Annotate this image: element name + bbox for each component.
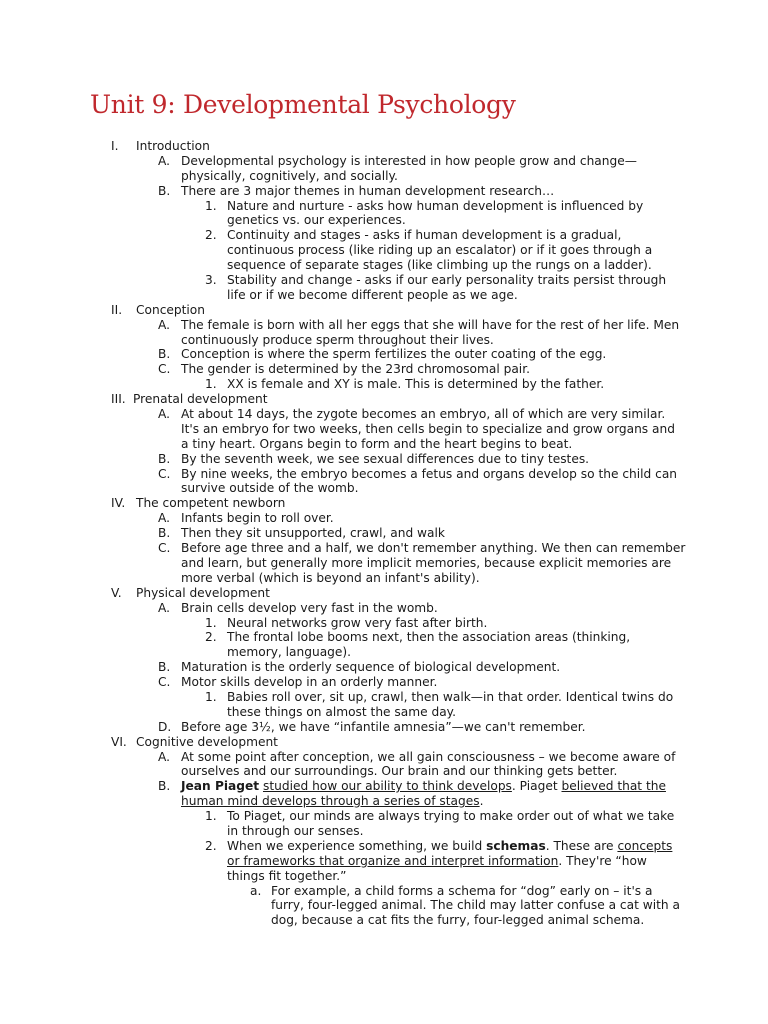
item-marker: A. <box>158 407 170 422</box>
list-item <box>0 154 768 169</box>
item-text: The female is born with all her eggs that she will have for the rest of her life. Men <box>181 317 680 332</box>
item-marker: 1. <box>205 689 217 704</box>
item-text: There are 3 major themes in human development research… <box>181 183 555 198</box>
underlined-text: or frameworks that organize and interpret information <box>227 853 559 868</box>
item-text: life or if we become different people as we age. <box>227 287 518 302</box>
item-marker: B. <box>158 451 171 466</box>
section-number: V. <box>111 585 122 600</box>
item-text: It's an embryo for two weeks, then cells begin to specialize and grow organs and <box>181 421 675 436</box>
list-item <box>0 630 768 645</box>
item-text: genetics vs. our experiences. <box>227 213 406 228</box>
item-text: XX is female and XY is male. This is determined by the father. <box>227 377 605 392</box>
section-heading <box>0 496 768 511</box>
underlined-text: human mind develops through a series of stages <box>181 794 480 809</box>
item-text: Before age three and a half, we don't remember anything. We then can remember <box>181 541 686 556</box>
outline <box>0 139 768 928</box>
list-item <box>0 377 768 392</box>
item-text: By the seventh week, we see sexual differences due to tiny testes. <box>181 451 590 466</box>
text-run: . <box>479 794 484 809</box>
item-text: Infants begin to roll over. <box>181 511 334 526</box>
item-marker: C. <box>158 362 171 377</box>
item-text: Developmental psychology is interested in how people grow and change— <box>181 153 637 168</box>
item-text <box>227 839 672 854</box>
section-label: The competent newborn <box>136 496 286 511</box>
item-text: continuously produce sperm throughout their lives. <box>181 332 494 347</box>
item-text: physically, cognitively, and socially. <box>181 168 398 183</box>
list-item <box>0 675 768 690</box>
underlined-text: believed that the <box>561 779 666 794</box>
item-text: sequence of separate stages (like climbing up the rungs on a ladder). <box>227 258 652 273</box>
item-marker: D. <box>158 719 172 734</box>
list-item <box>0 362 768 377</box>
list-item <box>0 318 768 333</box>
item-text: things fit together.” <box>227 868 347 883</box>
list-item <box>0 511 768 526</box>
section-number: IV. <box>111 496 126 511</box>
section-number: I. <box>111 139 119 153</box>
item-text: and learn, but generally more implicit memories, because explicit memories are <box>181 555 672 570</box>
item-marker: A. <box>158 600 170 615</box>
item-marker: C. <box>158 541 171 556</box>
item-text: more verbal (which is beyond an infant's ability). <box>181 570 480 585</box>
item-text: ourselves and our surroundings. Our brain and our thinking gets better. <box>181 764 618 779</box>
list-item <box>0 616 768 631</box>
list-item <box>0 884 768 899</box>
item-text: in through our senses. <box>227 823 364 838</box>
item-marker: C. <box>158 675 171 690</box>
item-text <box>181 779 666 794</box>
list-item <box>0 690 768 705</box>
list-item <box>0 750 768 765</box>
item-text: By nine weeks, the embryo becomes a fetus and organs develop so the child can <box>181 466 678 481</box>
item-text: Neural networks grow very fast after birth. <box>227 615 488 630</box>
text-run: . Piaget <box>511 779 562 794</box>
section-label: Introduction <box>136 139 210 153</box>
section-heading <box>0 139 768 154</box>
item-text: The gender is determined by the 23rd chromosomal pair. <box>181 362 530 377</box>
item-text: Conception is where the sperm fertilizes the outer coating of the egg. <box>181 347 607 362</box>
item-text <box>227 854 647 869</box>
list-item <box>0 199 768 214</box>
item-text: continuous process (like riding up an escalator) or if it goes through a <box>227 243 653 258</box>
item-marker: 1. <box>205 809 217 824</box>
item-text: Brain cells develop very fast in the womb. <box>181 600 438 615</box>
section-label: Prenatal development <box>133 392 268 407</box>
section-heading <box>0 303 768 318</box>
list-item <box>0 779 768 794</box>
section-heading <box>0 586 768 601</box>
underlined-text: concepts <box>617 838 673 853</box>
section-heading <box>0 735 768 750</box>
item-text: To Piaget, our minds are always trying to make order out of what we take <box>227 809 675 824</box>
list-item <box>0 601 768 616</box>
section-number: III. <box>111 392 126 407</box>
item-text: a tiny heart. Organs begin to form and the heart begins to beat. <box>181 436 573 451</box>
list-item <box>0 228 768 243</box>
list-item <box>0 839 768 854</box>
list-item <box>0 184 768 199</box>
item-marker: 1. <box>205 615 217 630</box>
item-text: Motor skills develop in an orderly manner. <box>181 675 438 690</box>
item-text: dog, because a cat fits the furry, four-legged animal schema. <box>271 913 645 928</box>
list-item <box>0 467 768 482</box>
item-text: For example, a child forms a schema for “dog” early on – it's a <box>271 883 653 898</box>
item-marker: C. <box>158 466 171 481</box>
item-marker: B. <box>158 347 171 362</box>
item-marker: B. <box>158 660 171 675</box>
item-marker: 2. <box>205 630 217 645</box>
list-item <box>0 273 768 288</box>
item-marker: 2. <box>205 228 217 243</box>
page-title: Unit 9: Developmental Psychology <box>90 90 516 119</box>
list-item <box>0 452 768 467</box>
item-text: furry, four-legged animal. The child may latter confuse a cat with a <box>271 898 680 913</box>
item-text: Nature and nurture - asks how human development is influenced by <box>227 198 644 213</box>
item-marker: A. <box>158 317 170 332</box>
item-text: Babies roll over, sit up, crawl, then walk—in that order. Identical twins do <box>227 689 674 704</box>
item-text: At about 14 days, the zygote becomes an embryo, all of which are very similar. <box>181 407 666 422</box>
item-text: Maturation is the orderly sequence of biological development. <box>181 660 561 675</box>
item-marker: A. <box>158 153 170 168</box>
list-item <box>0 526 768 541</box>
text-run: . These are <box>545 838 618 853</box>
item-marker: 3. <box>205 273 217 288</box>
item-marker: B. <box>158 779 171 794</box>
list-item <box>0 720 768 735</box>
section-number: II. <box>111 302 123 317</box>
section-heading <box>0 392 768 407</box>
item-text: survive outside of the womb. <box>181 481 359 496</box>
item-text: Continuity and stages - asks if human development is a gradual, <box>227 228 622 243</box>
item-marker: B. <box>158 526 171 541</box>
item-text: memory, language). <box>227 645 352 660</box>
text-run: . They're “how <box>558 853 647 868</box>
item-text: Stability and change - asks if our early personality traits persist through <box>227 273 667 288</box>
item-text: Before age 3½, we have “infantile amnesia”—we can't remember. <box>181 719 586 734</box>
item-text: The frontal lobe booms next, then the association areas (thinking, <box>227 630 631 645</box>
section-label: Conception <box>136 302 205 317</box>
item-marker: A. <box>158 511 170 526</box>
section-label: Physical development <box>136 585 270 600</box>
list-item <box>0 809 768 824</box>
bold-term: schemas <box>486 838 546 853</box>
item-marker: a. <box>250 883 262 898</box>
underlined-text: studied how our ability to think develops <box>262 779 512 794</box>
item-text: At some point after conception, we all gain consciousness – we become aware of <box>181 749 676 764</box>
section-label: Cognitive development <box>136 734 278 749</box>
item-text <box>181 794 483 809</box>
item-marker: A. <box>158 749 170 764</box>
item-text: these things on almost the same day. <box>227 704 457 719</box>
list-item <box>0 407 768 422</box>
item-marker: B. <box>158 183 171 198</box>
list-item <box>0 347 768 362</box>
item-marker: 1. <box>205 377 217 392</box>
item-text: Then they sit unsupported, crawl, and walk <box>181 526 445 541</box>
item-marker: 2. <box>205 838 217 853</box>
text-run: When we experience something, we build <box>227 838 487 853</box>
list-item <box>0 660 768 675</box>
bold-term: Jean Piaget <box>181 779 260 794</box>
item-marker: 1. <box>205 198 217 213</box>
section-number: VI. <box>111 734 127 749</box>
list-item <box>0 541 768 556</box>
